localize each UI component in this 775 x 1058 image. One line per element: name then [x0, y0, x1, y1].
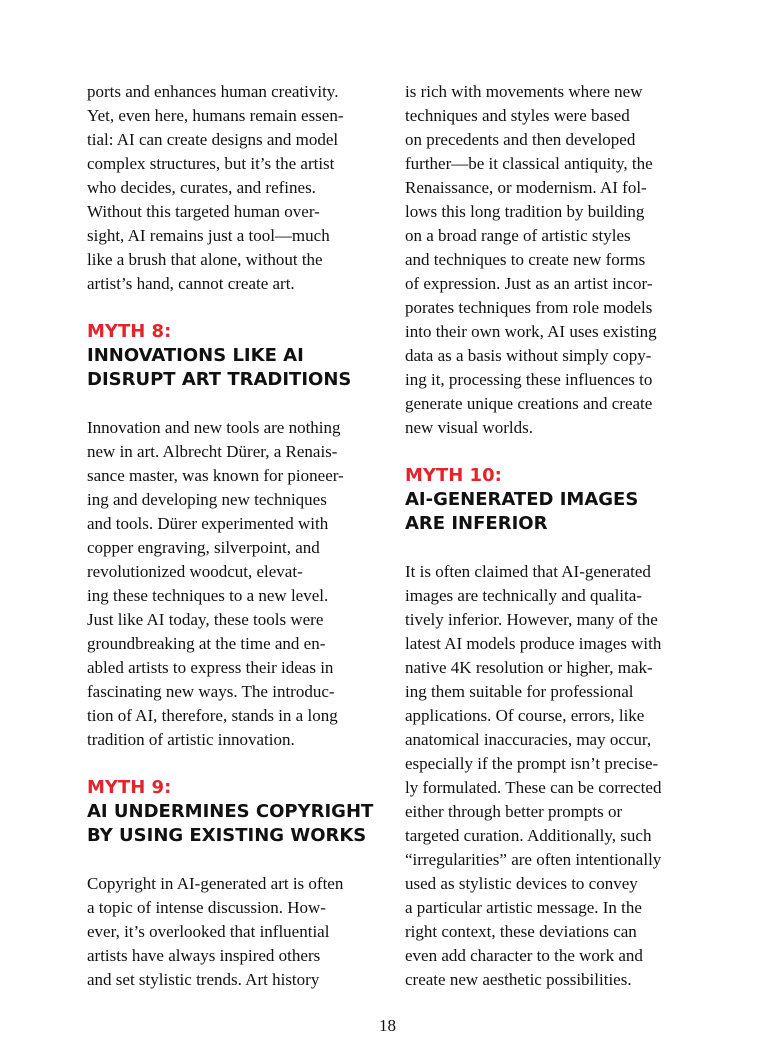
text-line: tively inferior. However, many of the	[405, 610, 658, 629]
text-line: of expression. Just as an artist incor-	[405, 274, 653, 293]
text-line: who decides, curates, and refines.	[87, 178, 316, 197]
text-line: latest AI models produce images with	[405, 634, 662, 653]
page-number: 18	[379, 1016, 396, 1035]
text-line: further—be it classical antiquity, the	[405, 154, 653, 173]
text-line: porates techniques from role models	[405, 298, 653, 317]
myth-title: BY USING EXISTING WORKS	[87, 825, 367, 846]
myth-title: DISRUPT ART TRADITIONS	[87, 369, 352, 390]
text-line: a particular artistic message. In the	[405, 898, 642, 917]
text-line: Without this targeted human over-	[87, 202, 320, 221]
myth-label: MYTH 10:	[405, 465, 502, 486]
intro-paragraph	[87, 80, 379, 296]
text-line: especially if the prompt isn’t precise-	[405, 754, 659, 773]
text-line: and techniques to create new forms	[405, 250, 646, 269]
text-line: Copyright in AI-generated art is often	[87, 874, 344, 893]
text-line: copper engraving, silverpoint, and	[87, 538, 320, 557]
text-line: native 4K resolution or higher, mak-	[405, 658, 653, 677]
text-line: on a broad range of artistic styles	[405, 226, 631, 245]
text-line: even add character to the work and	[405, 946, 643, 965]
text-line: anatomical inaccuracies, may occur,	[405, 730, 652, 749]
myth-10-body	[405, 560, 697, 992]
text-line: images are technically and qualita-	[405, 586, 642, 605]
text-line: create new aesthetic possibilities.	[405, 970, 632, 989]
text-line: tial: AI can create designs and model	[87, 130, 339, 149]
text-line: ing them suitable for professional	[405, 682, 634, 701]
myth-title: INNOVATIONS LIKE AI	[87, 345, 304, 366]
text-line: Yet, even here, humans remain essen-	[87, 106, 344, 125]
text-line: and set stylistic trends. Art history	[87, 970, 320, 989]
text-line: applications. Of course, errors, like	[405, 706, 645, 725]
text-line: on precedents and then developed	[405, 130, 636, 149]
text-line: new in art. Albrecht Dürer, a Renais-	[87, 442, 338, 461]
text-line: either through better prompts or	[405, 802, 623, 821]
text-line: ing and developing new techniques	[87, 490, 327, 509]
text-line: Innovation and new tools are nothing	[87, 418, 341, 437]
text-line: sance master, was known for pioneer-	[87, 466, 344, 485]
text-line: like a brush that alone, without the	[87, 250, 323, 269]
myth-label: MYTH 9:	[87, 777, 172, 798]
text-line: “irregularities” are often intentionally	[405, 850, 662, 869]
text-line: fascinating new ways. The introduc-	[87, 682, 335, 701]
text-line: into their own work, AI uses existing	[405, 322, 657, 341]
myth-title: AI UNDERMINES COPYRIGHT	[87, 801, 374, 822]
text-line: sight, AI remains just a tool—much	[87, 226, 330, 245]
text-line: complex structures, but it’s the artist	[87, 154, 335, 173]
text-line: targeted curation. Additionally, such	[405, 826, 652, 845]
text-line: artist’s hand, cannot create art.	[87, 274, 295, 293]
text-line: data as a basis without simply copy-	[405, 346, 652, 365]
text-line: right context, these deviations can	[405, 922, 637, 941]
text-line: Renaissance, or modernism. AI fol-	[405, 178, 647, 197]
myth-9-body	[87, 872, 379, 992]
text-line: a topic of intense discussion. How-	[87, 898, 326, 917]
myth-8-heading	[87, 320, 379, 392]
text-line: Just like AI today, these tools were	[87, 610, 324, 629]
text-line: used as stylistic devices to convey	[405, 874, 638, 893]
text-line: techniques and styles were based	[405, 106, 630, 125]
right-column	[405, 80, 697, 992]
myth-10-heading	[405, 464, 697, 536]
text-line: and tools. Dürer experimented with	[87, 514, 329, 533]
myth-8-body	[87, 416, 379, 752]
text-line: lows this long tradition by building	[405, 202, 645, 221]
text-line: new visual worlds.	[405, 418, 533, 437]
text-line: ing it, processing these influences to	[405, 370, 653, 389]
text-line: tion of AI, therefore, stands in a long	[87, 706, 338, 725]
left-column	[87, 80, 379, 992]
text-line: is rich with movements where new	[405, 82, 643, 101]
text-line: generate unique creations and create	[405, 394, 653, 413]
text-line: tradition of artistic innovation.	[87, 730, 295, 749]
text-line: ever, it’s overlooked that influential	[87, 922, 330, 941]
text-line: ports and enhances human creativity.	[87, 82, 339, 101]
text-line: groundbreaking at the time and en-	[87, 634, 326, 653]
text-line: ing these techniques to a new level.	[87, 586, 329, 605]
myth-title: ARE INFERIOR	[405, 513, 548, 534]
text-line: ly formulated. These can be corrected	[405, 778, 662, 797]
myth-label: MYTH 8:	[87, 321, 172, 342]
text-line: abled artists to express their ideas in	[87, 658, 334, 677]
myth-9-heading	[87, 776, 379, 848]
text-line: artists have always inspired others	[87, 946, 321, 965]
myth-title: AI-GENERATED IMAGES	[405, 489, 639, 510]
text-line: It is often claimed that AI-generated	[405, 562, 651, 581]
continuation-paragraph	[405, 80, 697, 440]
text-line: revolutionized woodcut, elevat-	[87, 562, 303, 581]
